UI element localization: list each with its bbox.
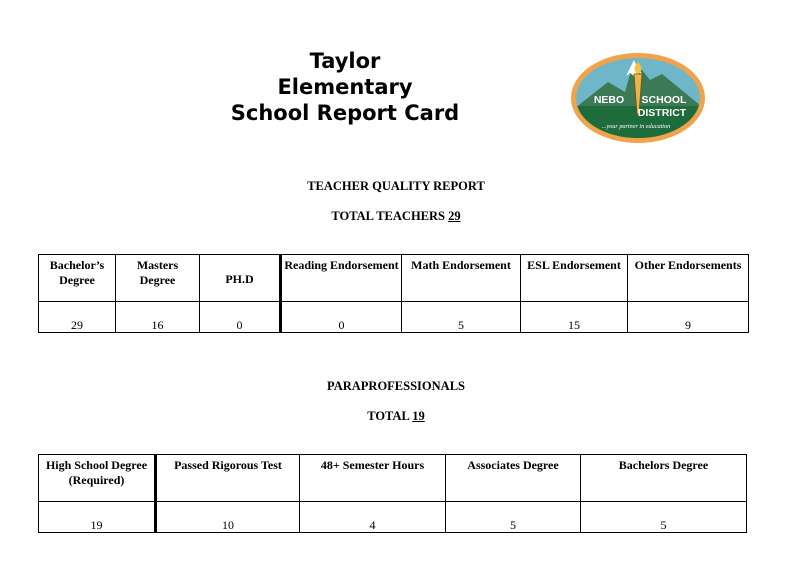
nebo-school-district-logo [570, 52, 706, 144]
col-phd: PH.D [200, 255, 281, 302]
table-row [39, 302, 749, 333]
report-title [200, 48, 490, 126]
cell-passed-rigorous-test: 10 [156, 502, 300, 533]
cell-associates-degree: 5 [446, 502, 581, 533]
cell-other-endorsements: 9 [628, 302, 749, 333]
total-teachers [0, 209, 792, 224]
cell-bachelors-degree: 5 [581, 502, 747, 533]
title-line-report: School Report Card [230, 101, 460, 125]
logo-text-nebo: NEBO [593, 94, 625, 106]
col-reading-endorsement: Reading Endorsement [281, 255, 402, 302]
col-passed-rigorous-test: Passed Rigorous Test [156, 455, 300, 502]
col-other-endorsements: Other Endorsements [628, 255, 749, 302]
table-header-row [39, 255, 749, 302]
col-high-school-degree: High School Degree (Required) [39, 455, 156, 502]
cell-reading-endorsement: 0 [281, 302, 402, 333]
total-paraprofessionals-label: TOTAL [367, 409, 410, 423]
total-teachers-label: TOTAL TEACHERS [331, 209, 445, 223]
title-line-school-type: Elementary [277, 75, 413, 99]
title-line-school-name: Taylor [309, 49, 381, 73]
cell-semester-hours: 4 [300, 502, 446, 533]
paraprofessionals-heading: PARAPROFESSIONALS [327, 379, 465, 393]
col-esl-endorsement: ESL Endorsement [521, 255, 628, 302]
col-semester-hours: 48+ Semester Hours [300, 455, 446, 502]
logo-tagline: ...your partner in education [601, 123, 671, 130]
total-paraprofessionals-value: 19 [412, 409, 425, 423]
table-header-row [39, 455, 747, 502]
cell-masters-degree: 16 [116, 302, 200, 333]
cell-bachelors-degree: 29 [39, 302, 116, 333]
teacher-quality-table [38, 254, 749, 333]
cell-high-school-degree: 19 [39, 502, 156, 533]
col-masters-degree: Masters Degree [116, 255, 200, 302]
col-associates-degree: Associates Degree [446, 455, 581, 502]
paraprofessionals-table [38, 454, 747, 533]
logo-text-school: SCHOOL [641, 94, 687, 106]
teacher-quality-heading: TEACHER QUALITY REPORT [307, 179, 485, 193]
logo-text-district: DISTRICT [637, 107, 687, 119]
col-bachelors-degree: Bachelors Degree [581, 455, 747, 502]
total-teachers-value: 29 [448, 209, 461, 223]
cell-phd: 0 [200, 302, 281, 333]
cell-math-endorsement: 5 [402, 302, 521, 333]
col-bachelors-degree: Bachelor’s Degree [39, 255, 116, 302]
col-math-endorsement: Math Endorsement [402, 255, 521, 302]
cell-esl-endorsement: 15 [521, 302, 628, 333]
table-row [39, 502, 747, 533]
total-paraprofessionals [0, 409, 792, 424]
